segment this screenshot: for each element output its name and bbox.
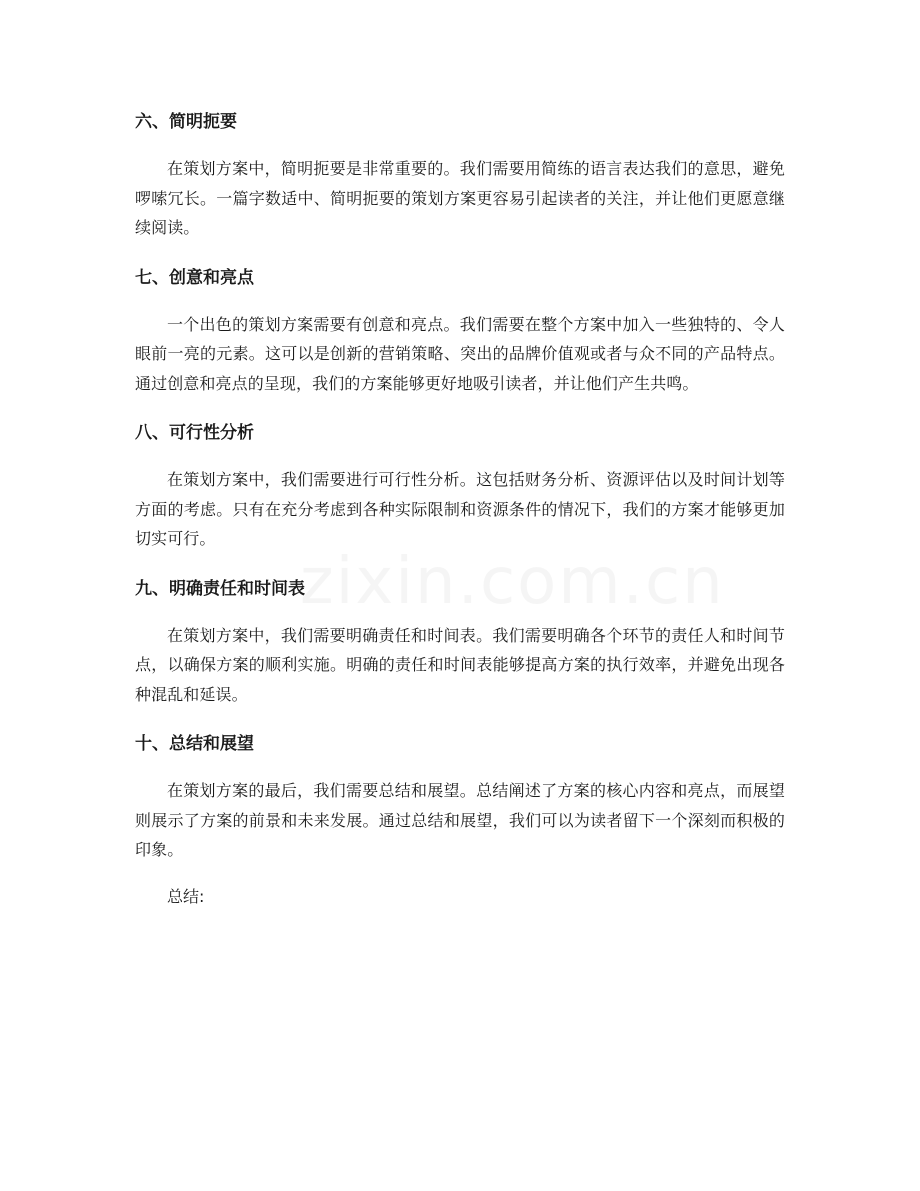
- section-heading: 七、创意和亮点: [135, 267, 254, 288]
- section-9: [135, 571, 785, 710]
- section-paragraph: 一个出色的策划方案需要有创意和亮点。我们需要在整个方案中加入一些独特的、令人眼前一亮的元素。这可以是创新的营销策略、突出的品牌价值观或者与众不同的产品特点。通过创意和亮点的呈现，我们的方案能够更好地吸引读者，并让他们产生共鸣。: [135, 314, 785, 393]
- section-heading: 八、可行性分析: [135, 423, 254, 443]
- section-paragraph: 在策划方案中，我们需要明确责任和时间表。我们需要明确各个环节的责任人和时间节点，以确保方案的顺利实施。明确的责任和时间表能够提高方案的执行效率，并避免出现各种混乱和延误。: [135, 625, 785, 704]
- section-paragraph: 在策划方案中，简明扼要是非常重要的。我们需要用简练的语言表达我们的意思，避免啰嗦冗长。一篇字数适中、简明扼要的策划方案更容易引起读者的关注，并让他们更愿意继续阅读。: [135, 159, 785, 237]
- document-body: [135, 104, 785, 911]
- section-6: [135, 104, 785, 243]
- section-heading: 九、明确责任和时间表: [135, 578, 305, 599]
- section-8: [135, 415, 785, 554]
- section-paragraph: 在策划方案中，我们需要进行可行性分析。这包括财务分析、资源评估以及时间计划等方面的考虑。只有在充分考虑到各种实际限制和资源条件的情况下，我们的方案才能够更加切实可行。: [135, 470, 785, 548]
- section-7: [135, 260, 785, 399]
- section-heading: 六、简明扼要: [135, 112, 237, 132]
- watermark: zixin.com.cn: [300, 545, 725, 619]
- section-10: [135, 726, 785, 865]
- section-heading: 十、总结和展望: [135, 734, 254, 754]
- section-paragraph: 在策划方案的最后，我们需要总结和展望。总结阐述了方案的核心内容和亮点，而展望则展示了方案的前景和未来发展。通过总结和展望，我们可以为读者留下一个深刻而积极的印象。: [135, 781, 785, 859]
- summary-label: 总结:: [167, 886, 205, 906]
